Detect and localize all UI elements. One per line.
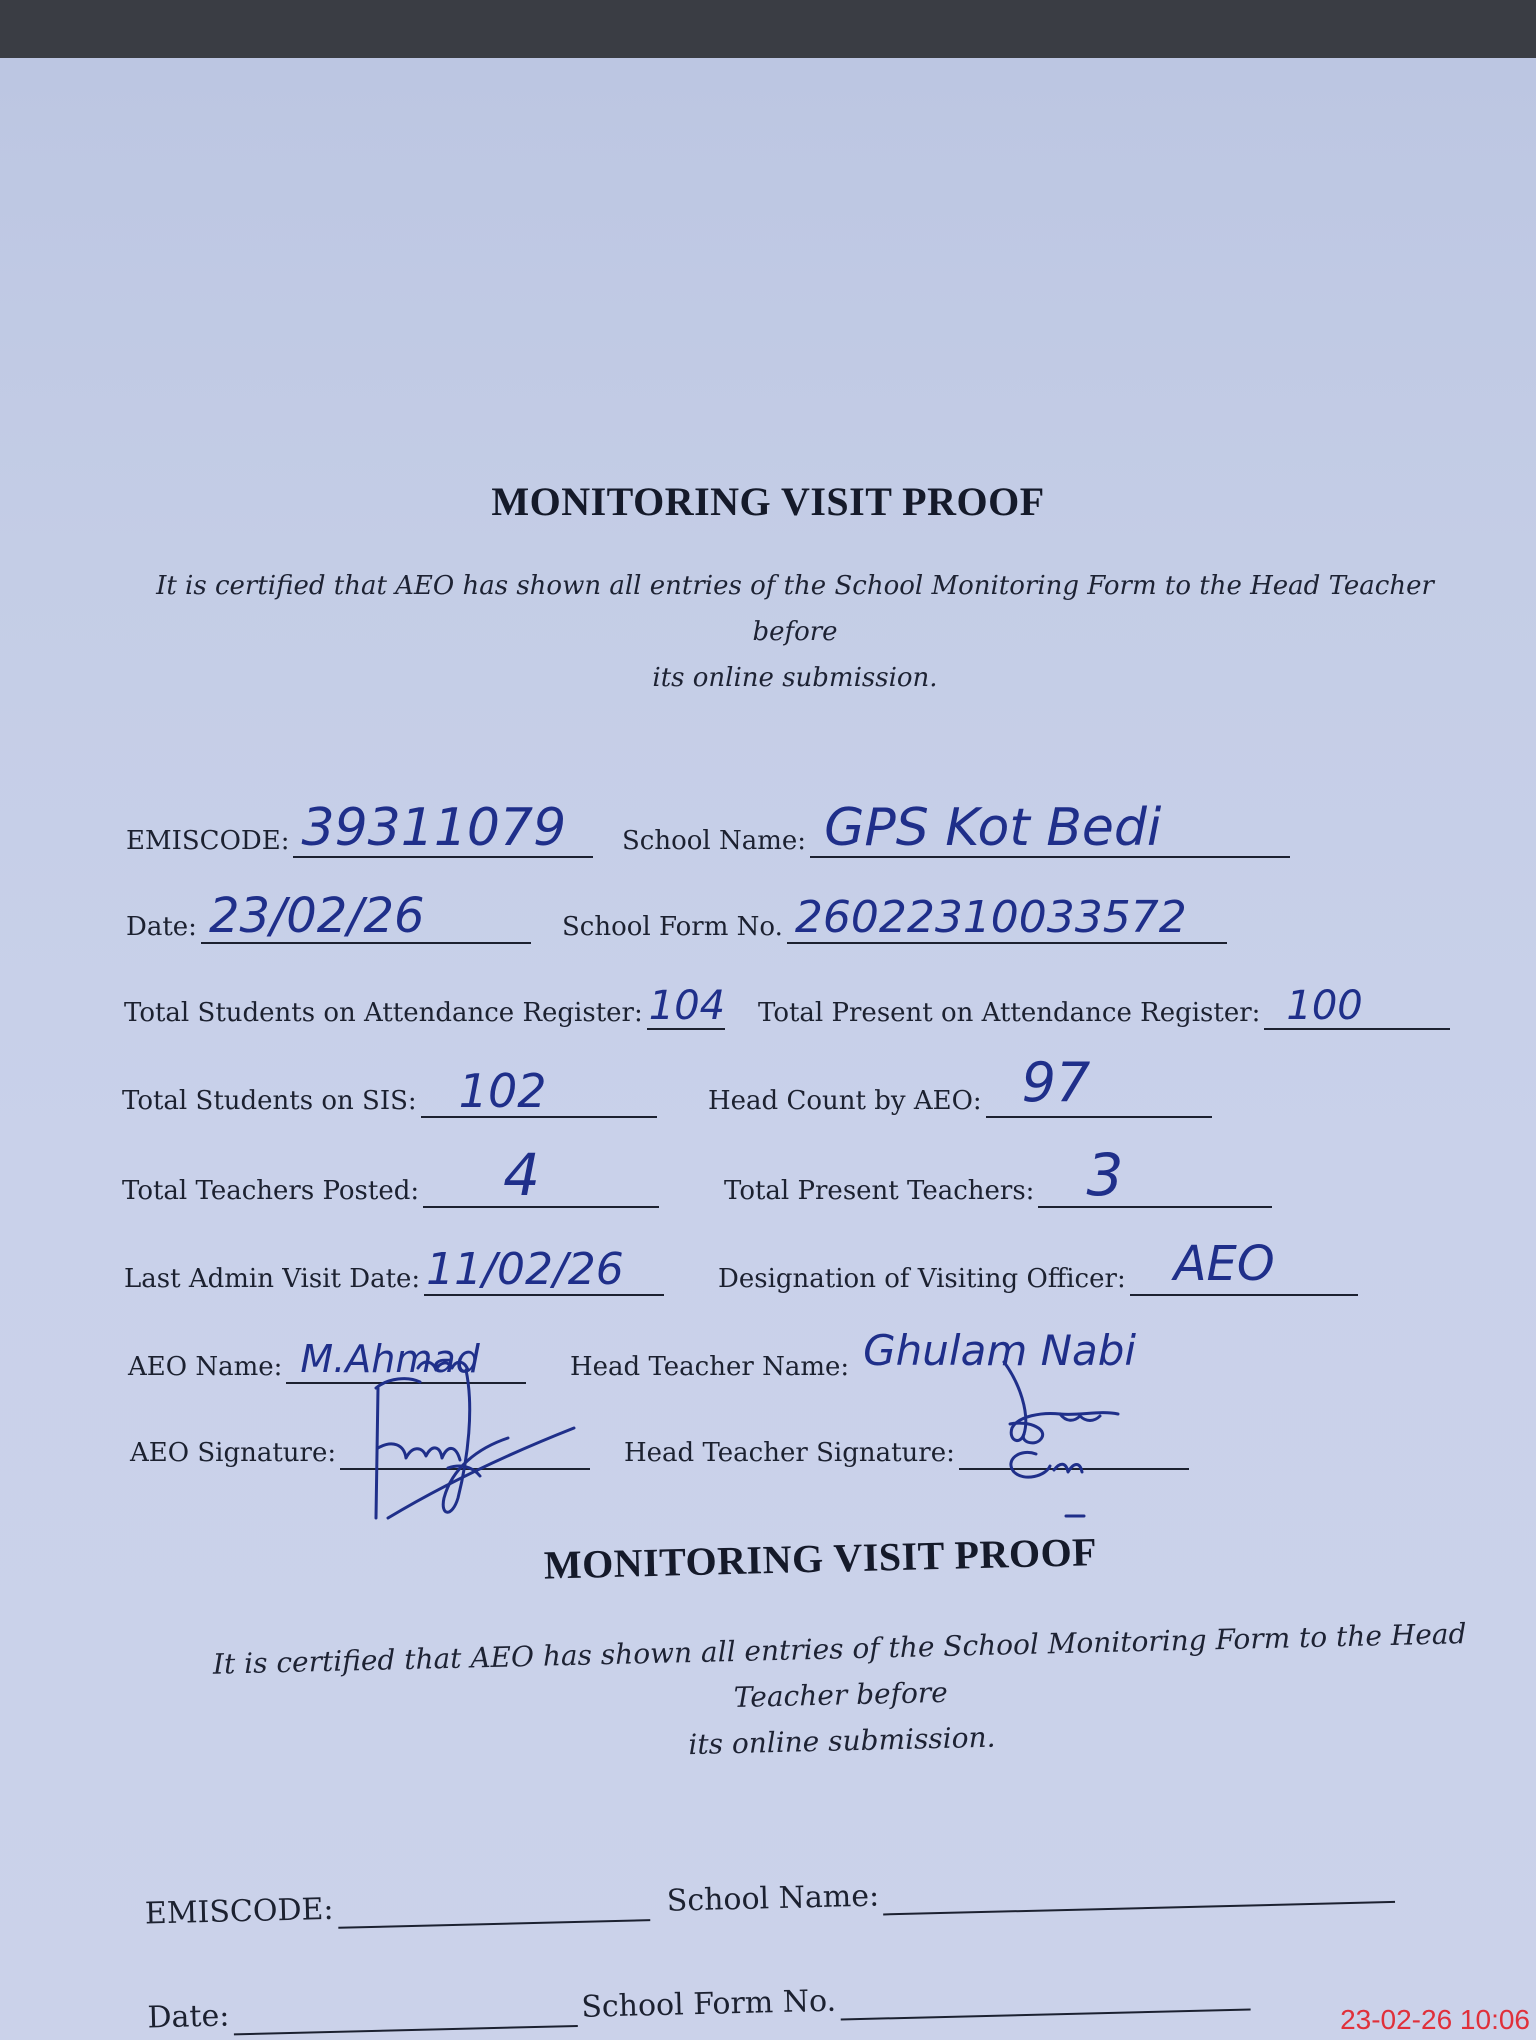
total-present-register-label: Total Present on Attendance Register: [758, 998, 1261, 1028]
last-visit-label: Last Admin Visit Date: [124, 1264, 421, 1294]
aeo-signature-label: AEO Signature: [130, 1438, 337, 1468]
total-students-sis-label: Total Students on SIS: [122, 1086, 417, 1116]
head-count-value: 97 [1021, 1051, 1091, 1114]
head-count-label: Head Count by AEO: [708, 1086, 982, 1116]
teachers-posted-label: Total Teachers Posted: [122, 1176, 420, 1206]
bottom-form [0, 58, 1536, 2040]
emiscode-value: 39311079 [301, 798, 567, 858]
emiscode-blank-2[interactable] [337, 1867, 650, 1929]
designation-value: AEO [1173, 1236, 1275, 1292]
total-students-register-value: 104 [648, 983, 726, 1029]
date-field-2 [147, 1973, 578, 2037]
certification-line-2-2: its online submission. [688, 1720, 996, 1762]
row-emiscode-2 [20, 1839, 1536, 1937]
form-sheet [0, 58, 1536, 2040]
aeo-name-label: AEO Name: [128, 1352, 283, 1382]
total-students-register-label: Total Students on Attendance Register: [124, 998, 643, 1028]
total-students-sis-value: 102 [458, 1064, 547, 1118]
form-no-label-2: School Form No. [580, 1983, 837, 2025]
date-label: Date: [126, 912, 197, 942]
total-present-register-value: 100 [1286, 983, 1363, 1029]
present-teachers-label: Total Present Teachers: [724, 1176, 1035, 1206]
school-name-field-2 [666, 1849, 1395, 1921]
school-name-value: GPS Kot Bedi [824, 798, 1162, 858]
school-name-label-2: School Name: [666, 1878, 880, 1919]
aeo-name-value: M.Ahmad [300, 1337, 480, 1381]
emiscode-field-2 [144, 1867, 650, 1933]
certification-line-1-2: It is certified that AEO has shown all entries of the School Monitoring Form to the Head Teacher before [212, 1617, 1467, 1715]
certification-line-1: It is certified that AEO has shown all entries of the School Monitoring Form to the Head Teacher before [156, 571, 1434, 647]
form-no-value: 26022310033572 [794, 892, 1187, 943]
head-teacher-name-value: Ghulam Nabi [863, 1326, 1137, 1375]
designation-label: Designation of Visiting Officer: [718, 1264, 1126, 1294]
present-teachers-value: 3 [1086, 1141, 1124, 1209]
last-visit-value: 11/02/26 [426, 1244, 624, 1295]
row-date-2 [23, 1943, 1536, 2040]
form-title-2: MONITORING VISIT PROOF [543, 1529, 1098, 1588]
certification-line-2: its online submission. [652, 663, 938, 693]
head-teacher-name-label: Head Teacher Name: [570, 1352, 850, 1382]
emiscode-label: EMISCODE: [126, 826, 290, 856]
date-blank-2[interactable] [232, 1973, 577, 2035]
form-no-blank-2[interactable] [839, 1957, 1250, 2021]
teachers-posted-value: 4 [503, 1141, 541, 1209]
certification-text-2 [154, 1610, 1527, 1781]
school-name-label: School Name: [622, 826, 807, 856]
form-no-label: School Form No. [562, 912, 783, 942]
school-name-blank-2[interactable] [882, 1849, 1395, 1915]
emiscode-label-2: EMISCODE: [144, 1891, 334, 1932]
date-value: 23/02/26 [208, 888, 425, 944]
date-label-2: Date: [147, 1998, 230, 2036]
timestamp-stamp: 23-02-26 10:06 [1340, 2004, 1530, 2035]
head-teacher-signature-label: Head Teacher Signature: [624, 1438, 955, 1468]
form-title: MONITORING VISIT PROOF [491, 479, 1045, 524]
form-no-field-2 [581, 1957, 1251, 2027]
